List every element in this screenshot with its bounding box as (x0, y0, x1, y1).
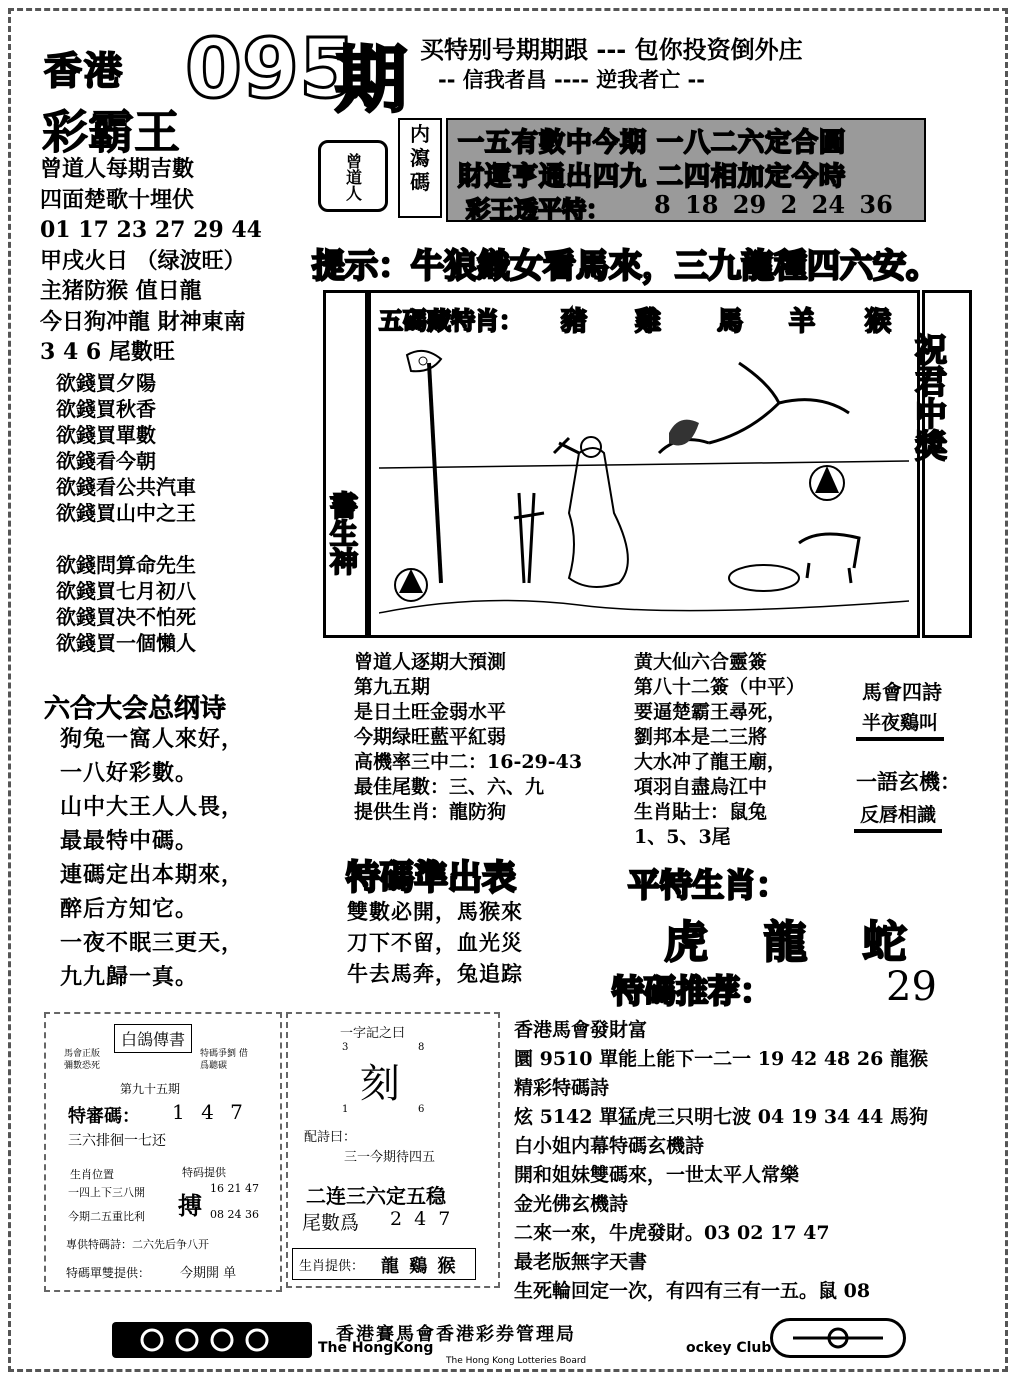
baige-title: 白鴿傳書 (114, 1024, 192, 1053)
baige-te-value: 1 4 7 (172, 1100, 243, 1124)
baige-pos-label: 生肖位置 (70, 1168, 114, 1181)
prediction-line: 今期绿旺藍平紅弱 (354, 726, 507, 748)
slogan-1: 买特别号期期跟 --- 包你投资倒外庄 (420, 36, 803, 64)
left-info-line: 甲戌火日 （绿波旺） (40, 247, 246, 274)
prediction-line: 曾道人逐期大預測 (354, 651, 507, 673)
footer-en-1: The HongKong (318, 1340, 434, 1356)
right-vertical-text: 祝君中獎 (910, 333, 948, 461)
tema-line: 牛去馬奔，兔追踪 (347, 961, 523, 986)
yiyu-title: 一語玄機： (856, 770, 961, 794)
footer-cn: 香港賽馬會香港彩券管理局 (336, 1324, 576, 1345)
neixie-label-box (398, 118, 442, 218)
desire-line: 欲錢買秋香 (56, 397, 156, 421)
footer-logo-left-icon (112, 1322, 312, 1358)
desire-line: 欲錢看公共汽車 (56, 475, 196, 499)
footer-en-2: ockey Club (686, 1340, 772, 1356)
animal-4: 羊 (789, 307, 816, 337)
animal-2: 雞 (635, 307, 662, 337)
huang-line: 黄大仙六合靈簽 (634, 651, 768, 673)
right-bottom-list (514, 1016, 928, 1306)
seal-icon (318, 140, 388, 212)
desire-line: 欲錢買决不怕死 (56, 605, 196, 629)
baige-box (44, 1012, 282, 1292)
poem-lines (60, 722, 244, 994)
yizi-n6: 6 (418, 1104, 425, 1115)
baige-dan-value: 今期開 单 (180, 1266, 237, 1281)
yizi-sx-box (292, 1248, 476, 1280)
neixie-line-3-numbers: 8 18 29 2 24 36 (654, 190, 893, 219)
tema-line: 雙數必開，馬猴來 (347, 899, 523, 924)
huang-block (634, 650, 805, 850)
tuijian-value: 29 (886, 964, 937, 1010)
rb-line: 金光佛玄機詩 (514, 1193, 629, 1215)
picture-right-column (910, 290, 972, 638)
left-info-line: 今日狗冲龍 財神東南 (40, 308, 246, 335)
prediction-line: 最佳尾數：三、六、九 (354, 776, 545, 798)
yizi-char: 刻 (360, 1061, 400, 1107)
tema-line: 刀下不留，血光災 (347, 930, 523, 955)
huang-line: 項羽自盡烏江中 (634, 776, 768, 798)
baige-side-right: 特碼爭劉 借爲聽碳 (200, 1049, 248, 1071)
poem-title: 六合大会总纲诗 (44, 694, 227, 724)
baige-special-nums-1: 16 21 47 (210, 1182, 259, 1195)
picture-frame (368, 290, 920, 638)
neixie-line-1: 一五有數中今期 一八二六定合圓 (458, 128, 847, 158)
desire-line: 欲錢買一個懶人 (56, 631, 196, 655)
yizi-sx-value: 龍 鷄 猴 (381, 1256, 456, 1277)
baige-special-nums-2: 08 24 36 (210, 1208, 259, 1221)
poem-line: 一八好彩數。 (60, 760, 199, 786)
neixie-label: 内瀉碼 (410, 122, 430, 194)
prediction-line: 提供生肖：龍防狗 (354, 801, 507, 823)
desire-line: 欲錢問算命先生 (56, 553, 196, 577)
huang-line: 第八十二簽（中平） (634, 676, 806, 698)
rb-line: 圜 9510 單能上能下一二一 19 42 48 26 龍猴 (514, 1048, 928, 1070)
yizi-lian: 二连三六定五稳 (306, 1184, 446, 1208)
yizi-wei-value: 2 4 7 (390, 1208, 451, 1230)
left-info-line: 四面楚歌十埋伏 (40, 186, 195, 213)
prediction-line: 高機率三中二：16-29-43 (354, 751, 583, 773)
issue-qi: 期 (335, 38, 408, 122)
footer-en-3: The Hong Kong Lotteries Board (446, 1356, 587, 1366)
left-info-line: 曾道人每期吉數 (40, 156, 195, 182)
rb-line: 白小姐内幕特碼玄機詩 (514, 1135, 705, 1157)
desire-line: 欲錢買單數 (56, 423, 156, 447)
rb-line: 開和姐妹雙碼來，一世太平人常樂 (514, 1164, 800, 1186)
yizi-sx-label: 生肖提供： (299, 1259, 365, 1274)
issue-number: 095 (185, 22, 357, 117)
picture-left-column (323, 290, 368, 638)
huang-line: 劉邦本是二三將 (634, 726, 768, 748)
rb-line: 香港馬會發財富 (514, 1019, 648, 1041)
desire-list-1 (56, 370, 196, 526)
neixie-line-3-label: 彩王透平特： (466, 196, 610, 224)
yiyu-value: 反唇相識 (854, 798, 942, 833)
poem-line: 山中大王人人畏， (60, 794, 245, 820)
slogan-2: -- 信我者昌 ---- 逆我者亡 -- (438, 68, 705, 92)
prediction-line: 第九五期 (354, 676, 431, 698)
mahui-title: 馬會四詩 (862, 680, 942, 704)
baige-issue: 第九十五期 (120, 1082, 181, 1096)
desire-line: 欲錢買山中之王 (56, 501, 196, 525)
mahui-value: 半夜鷄叫 (856, 706, 944, 741)
yizi-pei-value: 三一今期待四五 (344, 1150, 436, 1165)
animal-1: 豬 (561, 307, 588, 337)
yizi-n8: 8 (418, 1042, 425, 1053)
poem-line: 醉后方知它。 (60, 896, 199, 922)
neixie-panel (446, 118, 926, 222)
tema-lines (347, 896, 523, 989)
prediction-line: 是日土旺金弱水平 (354, 701, 507, 723)
desire-list-2 (56, 552, 196, 656)
baige-special-char: 搏 (178, 1191, 202, 1220)
animal-3: 馬 (717, 307, 744, 337)
tuijian-title: 特碼推荐： (612, 972, 773, 1010)
yizi-wei-label: 尾數爲 (302, 1212, 360, 1234)
pingte-title: 平特生肖： (628, 866, 789, 904)
hint-line: 提示：牛狼織女看馬來，三九龍種四六安。 (312, 246, 939, 285)
picture-title-label: 五碼藏特肖： (379, 307, 523, 335)
yizi-n1: 1 (342, 1104, 349, 1115)
baige-special-label: 特码提供 (182, 1166, 226, 1179)
pingte-animals: 虎 龍 蛇 (664, 917, 907, 968)
tema-title: 特碼準出表 (346, 858, 516, 898)
brand-title: 彩霸王 (42, 105, 180, 159)
huang-line: 大水冲了龍王廟， (634, 751, 787, 773)
baige-pos-2: 今期二五重比利 (68, 1210, 145, 1223)
baige-dan-label: 特碼單雙提供： (66, 1266, 151, 1280)
seal-text: 曾道人 (343, 153, 363, 201)
desire-line: 欲錢看今朝 (56, 449, 156, 473)
desire-line: 欲錢買七月初八 (56, 579, 196, 603)
animal-5: 猴 (865, 307, 892, 337)
rb-line: 二來一來，牛虎發財。03 02 17 47 (514, 1222, 830, 1244)
brand-top: 香港 (44, 49, 125, 93)
poem-line: 狗兔一窩人來好， (60, 726, 245, 752)
left-vertical-text: 書生神 (326, 491, 359, 575)
left-info-line: 主猪防猴 值日龍 (40, 278, 202, 304)
rb-line: 最老版無字天書 (514, 1251, 648, 1273)
rb-line: 炫 5142 單猛虎三只明七波 04 19 34 44 馬狗 (514, 1106, 928, 1128)
rb-line: 生死輪回定一次，有四有三有一五。鼠 08 (514, 1280, 871, 1302)
left-info (40, 154, 262, 368)
huang-line: 要逼楚霸王尋死， (634, 701, 787, 723)
prediction-block (354, 650, 582, 825)
huang-line: 生肖貼士：鼠兔 (634, 801, 768, 823)
desire-line: 欲錢買夕陽 (56, 371, 156, 395)
huang-line: 1、5、3尾 (634, 826, 731, 848)
baige-te-label: 特審碼： (68, 1106, 140, 1127)
baige-side-left: 馬會正版 彌數恐死 (64, 1049, 101, 1071)
yizi-pei-label: 配詩曰： (304, 1130, 357, 1145)
baige-line: 三六排徊一七还 (68, 1133, 166, 1149)
poem-line: 最最特中碼。 (60, 828, 199, 854)
poem-line: 連碼定出本期來， (60, 862, 245, 888)
footer-logo-right-icon (770, 1318, 906, 1358)
left-info-line: 3 4 6 尾數旺 (40, 339, 175, 365)
neixie-line-2: 財運亨通出四九 二四相加定今時 (458, 162, 847, 192)
poem-line: 一夜不眠三更天， (60, 930, 245, 956)
left-info-line: 01 17 23 27 29 44 (40, 217, 262, 243)
rb-line: 精彩特碼詩 (514, 1077, 610, 1099)
baige-poem: 專供特碼詩：二六先后争八开 (66, 1238, 209, 1251)
yizi-box (286, 1012, 500, 1288)
illustration (379, 343, 909, 633)
yizi-n3: 3 (342, 1042, 349, 1053)
baige-pos-1: 一四上下三八開 (68, 1186, 145, 1199)
yizi-title: 一字記之曰 (340, 1026, 406, 1041)
poem-line: 九九歸一真。 (60, 964, 199, 990)
